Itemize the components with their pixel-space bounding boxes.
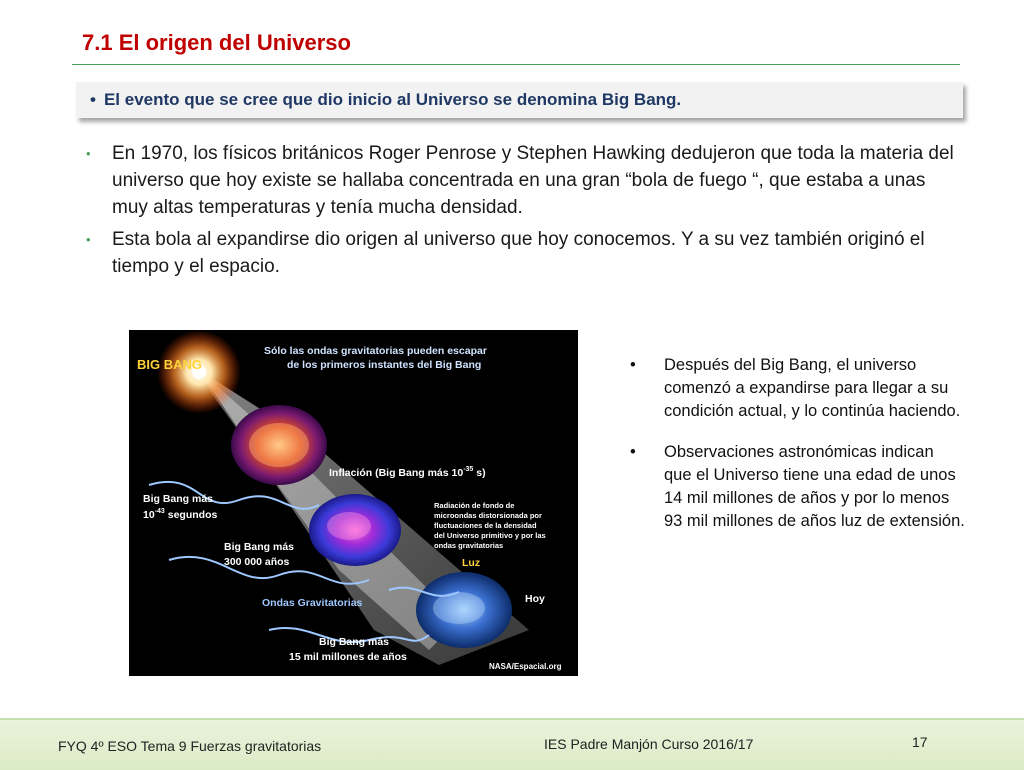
radiation-line: Radiación de fondo de bbox=[434, 501, 515, 510]
highlight-bullet: • bbox=[90, 90, 96, 109]
highlight-box bbox=[76, 82, 963, 118]
radiation-label bbox=[434, 501, 546, 550]
side-bullet-text: Observaciones astronómicas indican que el Universo tiene una edad de unos 14 mil millones de años y por lo menos 93 mil millones de años luz de extensión. bbox=[664, 443, 965, 530]
slide-title: 7.1 El origen del Universo bbox=[82, 30, 351, 55]
bullet-text: En 1970, los físicos británicos Roger Penrose y Stephen Hawking dedujeron que toda la materia del universo que hoy existe se hallaba concentrada en una gran “bola de fuego “, que estaba a unas muy altas temperaturas y tenía mucha densidad. bbox=[112, 143, 954, 218]
bullet-dot: • bbox=[630, 356, 636, 374]
figure-heading-1: Sólo las ondas gravitatorias pueden escapar bbox=[264, 345, 487, 357]
footer-course: FYQ 4º ESO Tema 9 Fuerzas gravitatorias bbox=[58, 738, 322, 754]
side-bullet-list bbox=[630, 354, 965, 551]
bullet-text: Esta bola al expandirse dio origen al universo que hoy conocemos. Y a su vez también originó el tiempo y el espacio. bbox=[112, 229, 925, 277]
side-bullet-text: Después del Big Bang, el universo comenzó a expandirse para llegar a su condición actual, y lo continúa haciendo. bbox=[664, 356, 961, 420]
side-bullet-item bbox=[630, 441, 965, 533]
side-bullet-item bbox=[630, 354, 965, 423]
main-bullet-list bbox=[84, 140, 954, 285]
bullet-dot: • bbox=[86, 146, 91, 161]
bb-10-label-2: $10^{-43}$ segundos bbox=[143, 508, 218, 521]
bb-15-label-1: Big Bang más bbox=[319, 636, 390, 648]
bb-10-label-1: Big Bang más bbox=[143, 493, 214, 505]
today-label: Hoy bbox=[525, 593, 545, 605]
footer-school: IES Padre Manjón Curso 2016/17 bbox=[544, 736, 754, 752]
bullet-dot: • bbox=[86, 232, 91, 247]
figure-credit: NASA/Espacial.org bbox=[489, 662, 562, 671]
big-bang-label: BIG BANG bbox=[137, 357, 202, 372]
inflation-label: Inflación (Big Bang más $10^{-35}$ s) bbox=[329, 466, 486, 479]
page-number: 17 bbox=[912, 734, 928, 750]
big-bang-figure bbox=[129, 330, 578, 676]
radiation-line: fluctuaciones de la densidad bbox=[434, 521, 537, 530]
title-rule bbox=[72, 64, 960, 65]
bb-300-label-1: Big Bang más bbox=[224, 541, 295, 553]
bb-300-label-2: 300 000 años bbox=[224, 556, 290, 568]
bb-15-label-2: 15 mil millones de años bbox=[289, 651, 407, 663]
figure-heading-2: de los primeros instantes del Big Bang bbox=[287, 359, 482, 371]
bullet-item bbox=[84, 226, 954, 280]
radiation-line: microondas distorsionada por bbox=[434, 511, 542, 520]
highlight-text: El evento que se cree que dio inicio al Universo se denomina Big Bang. bbox=[103, 90, 682, 109]
light-label: Luz bbox=[462, 557, 481, 569]
radiation-line: del Universo primitivo y por las bbox=[434, 531, 546, 540]
bullet-item bbox=[84, 140, 954, 221]
bullet-dot: • bbox=[630, 443, 636, 461]
radiation-line: ondas gravitatorias bbox=[434, 541, 504, 550]
gravitational-waves-label: Ondas Gravitatorias bbox=[262, 597, 363, 609]
